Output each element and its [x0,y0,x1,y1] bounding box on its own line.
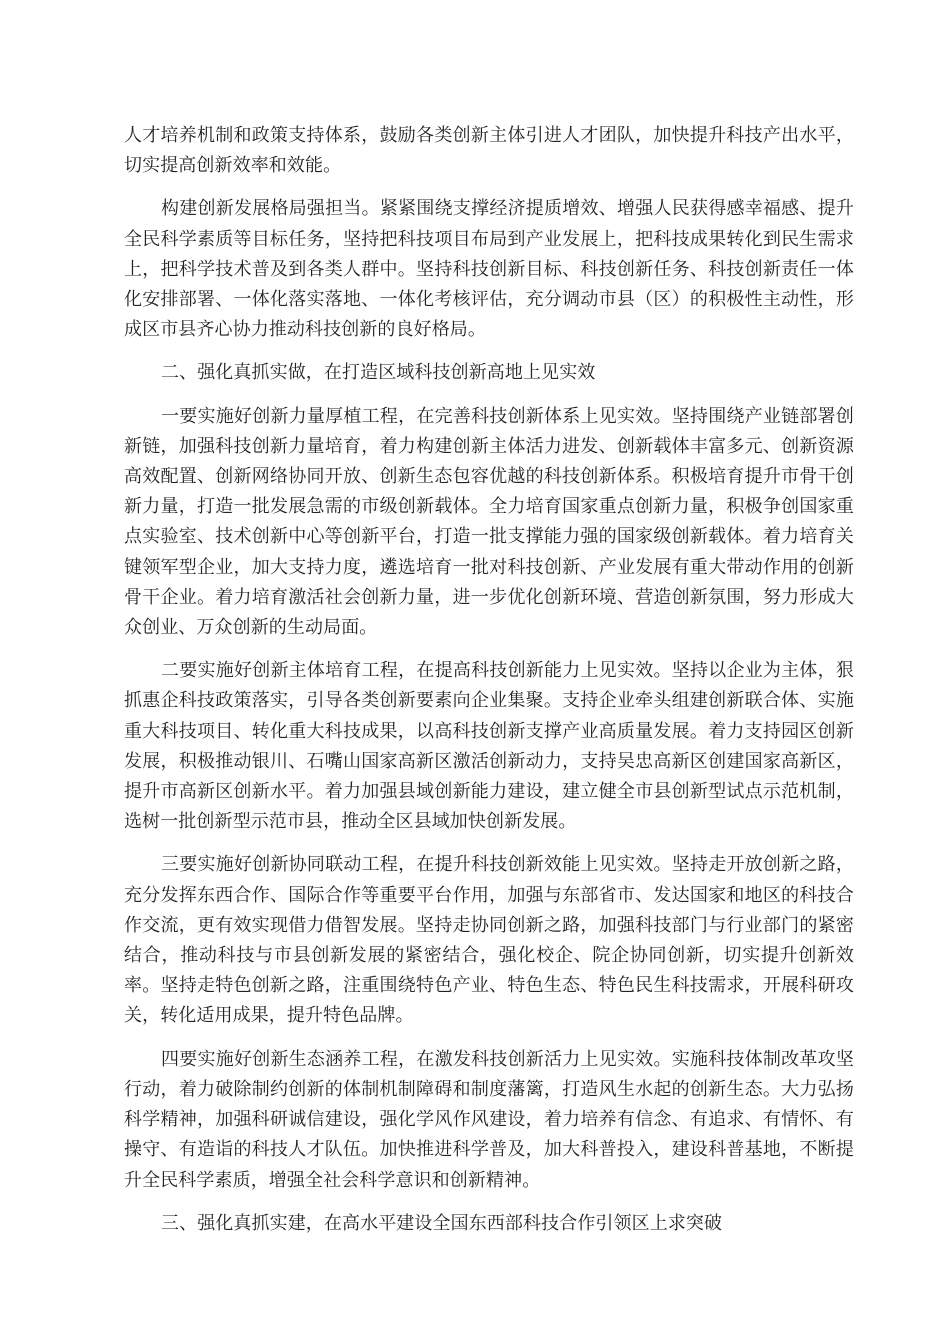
section-heading-2: 二、强化真抓实做，在打造区域科技创新高地上见实效 [161,362,596,384]
paragraph-7: 四要实施好创新生态涵养工程，在激发科技创新活力上见实效。实施科技体制改革攻坚行动，着力破除制约创新的体制机制障碍和制度藩篱，打造风生水起的创新生态。大力弘扬科学精神，加强科研诚信建设，强化学风作风建设，着力培养有信念、有追求、有情怀、有操守、有造诣的科技人才队伍。加快推进科学普及，加大科普投入，建设科普基地，不断提升全民科学素质，增强全社会科学意识和创新精神。 [124,1048,854,1191]
document-body [124,121,854,1252]
paragraph-1: 人才培养机制和政策支持体系，鼓励各类创新主体引进人才团队，加快提升科技产出水平，切实提高创新效率和效能。 [124,125,854,177]
paragraph-2: 构建创新发展格局强担当。紧紧围绕支撑经济提质增效、增强人民获得感幸福感、提升全民科学素质等目标任务，坚持把科技项目布局到产业发展上，把科技成果转化到民生需求上，把科学技术普及到各类人群中。坚持科技创新目标、科技创新任务、科技创新责任一体化安排部署、一体化落实落地、一体化考核评估，充分调动市县（区）的积极性主动性，形成区市县齐心协力推动科技创新的良好格局。 [124,198,854,341]
paragraph-4: 一要实施好创新力量厚植工程，在完善科技创新体系上见实效。坚持围绕产业链部署创新链，加强科技创新力量培育，着力构建创新主体活力进发、创新载体丰富多元、创新资源高效配置、创新网络协同开放、创新生态包容优越的科技创新体系。积极培育提升市骨干创新力量，打造一批发展急需的市级创新载体。全力培育国家重点创新力量，积极争创国家重点实验室、技术创新中心等创新平台，打造一批支撑能力强的国家级创新载体。着力培育关键领军型企业，加大支持力度，遴选培育一批对科技创新、产业发展有重大带动作用的创新骨干企业。着力培育激活社会创新力量，进一步优化创新环境、营造创新氛围，努力形成大众创业、万众创新的生动局面。 [124,405,854,639]
paragraph-6: 三要实施好创新协同联动工程，在提升科技创新效能上见实效。坚持走开放创新之路，充分发挥东西合作、国际合作等重要平台作用，加强与东部省市、发达国家和地区的科技合作交流，更有效实现借力借智发展。坚持走协同创新之路，加强科技部门与行业部门的紧密结合，推动科技与市县创新发展的紧密结合，强化校企、院企协同创新，切实提升创新效率。坚持走特色创新之路，注重围绕特色产业、特色生态、特色民生科技需求，开展科研攻关，转化适用成果，提升特色品牌。 [124,854,854,1027]
section-heading-3: 三、强化真抓实建，在高水平建设全国东西部科技合作引领区上求突破 [161,1212,723,1234]
paragraph-5: 二要实施好创新主体培育工程，在提高科技创新能力上见实效。坚持以企业为主体，狠抓惠企科技政策落实，引导各类创新要素向企业集聚。支持企业牵头组建创新联合体、实施重大科技项目、转化重大科技成果，以高科技创新支撑产业高质量发展。着力支持园区创新发展，积极推动银川、石嘴山国家高新区激活创新动力，支持吴忠高新区创建国家高新区，提升市高新区创新水平。着力加强县域创新能力建设，建立健全市县创新型试点示范机制，选树一批创新型示范市县，推动全区县域加快创新发展。 [124,660,854,833]
